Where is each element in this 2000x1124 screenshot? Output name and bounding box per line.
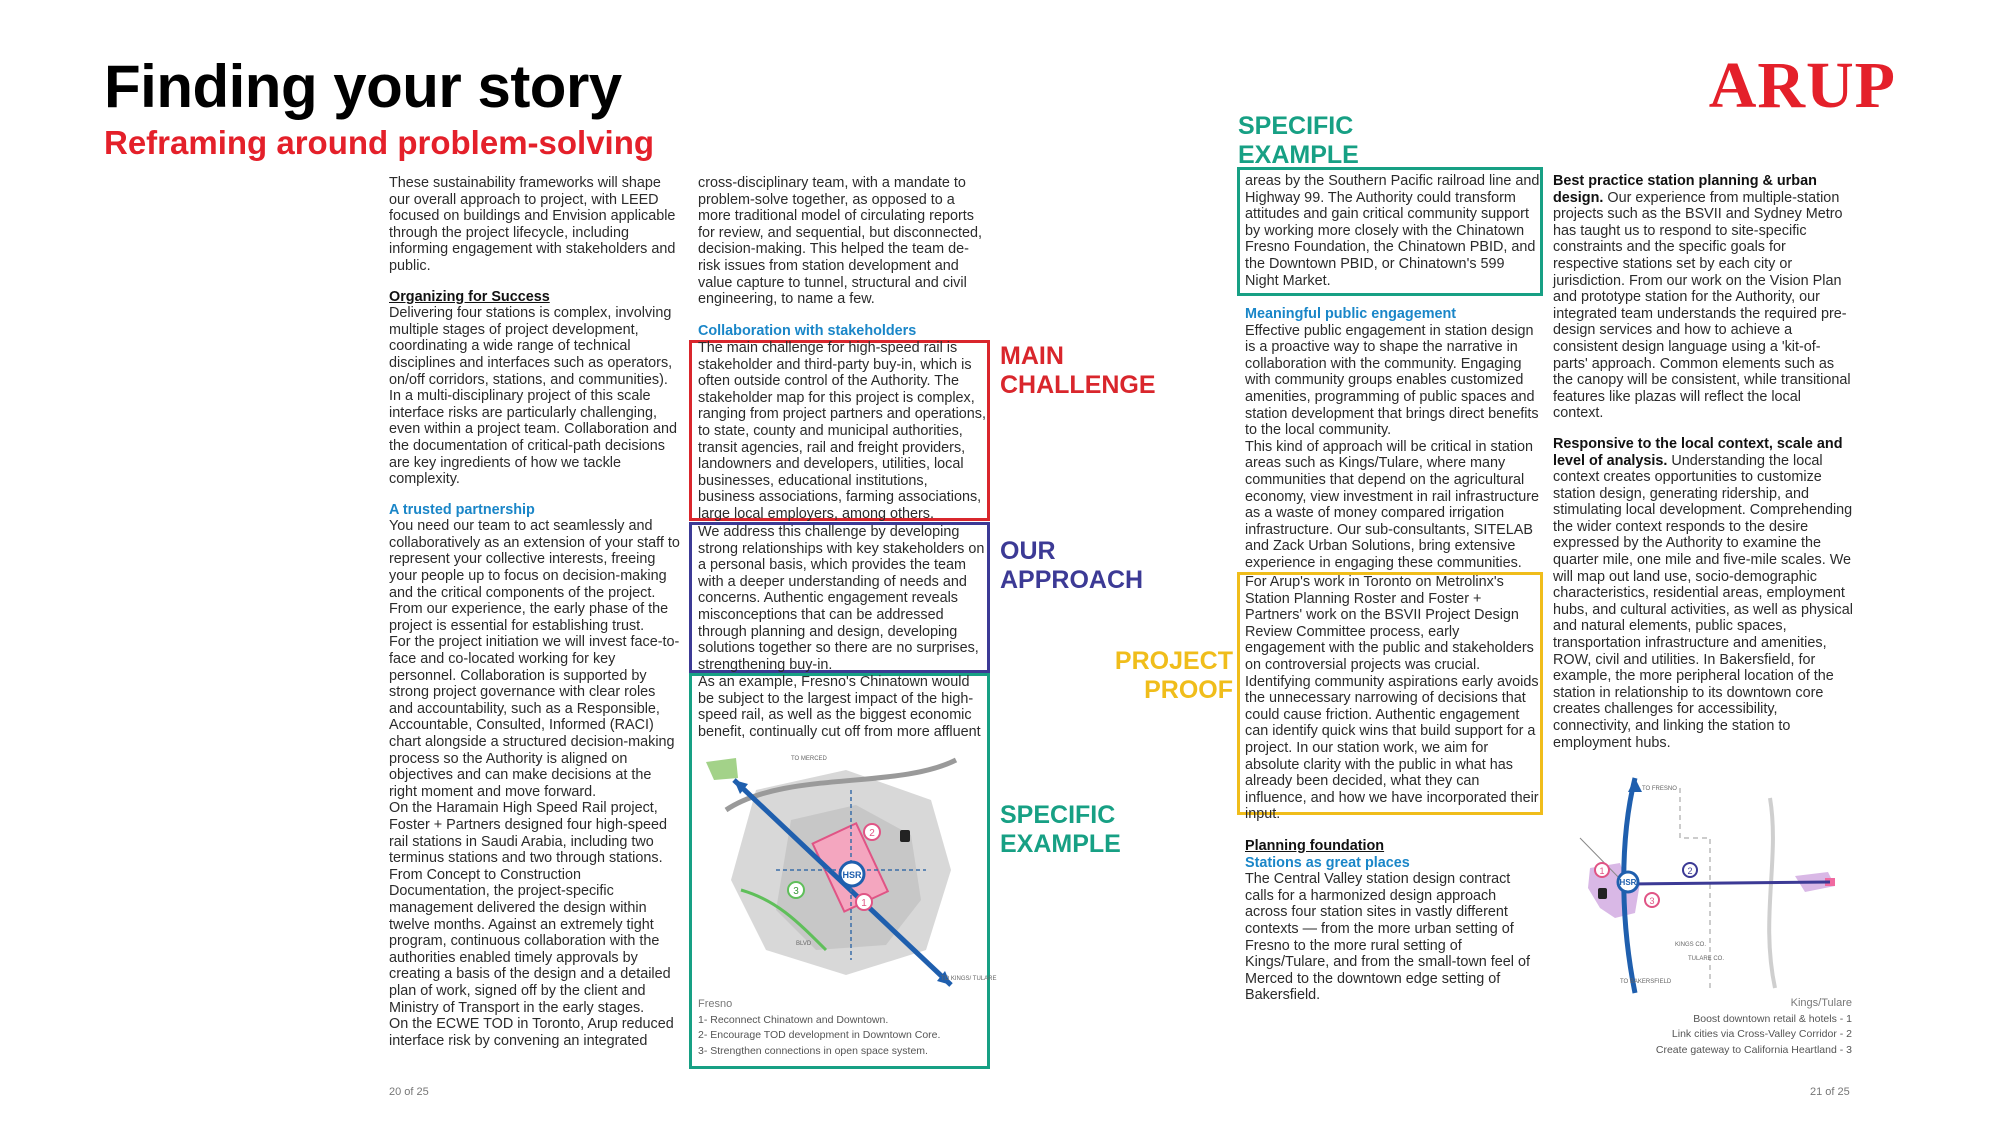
- page-number-right: 21 of 25: [1810, 1086, 1850, 1098]
- fresno-map: [696, 750, 997, 995]
- approach-text: [698, 524, 988, 673]
- column-1: [389, 175, 681, 1063]
- heading-responsive: Responsive to the local context, scale and level of analysis.: [1553, 435, 1843, 469]
- train-icon: [900, 830, 910, 842]
- map-label-bottom: TO BAKERSFIELD: [1620, 979, 1672, 985]
- arup-logo: ARUP: [1708, 49, 1896, 122]
- heading-great-places: Stations as great places: [1245, 854, 1410, 871]
- example-text-right: [1245, 173, 1541, 293]
- column-3-foundation: [1245, 838, 1541, 1004]
- page-title: Finding your story: [104, 53, 622, 120]
- page-subtitle: Reframing around problem-solving: [104, 124, 655, 161]
- map-highway: [1769, 798, 1775, 988]
- proof-paragraph: For Arup's work in Toronto on Metrolinx's Station Planning Roster and Foster + Partners' work on the BSVII Project Design Review Committee process, early engagement with the public and stakeholders on controversial projects was crucial. Identifying community aspirations early avoids the unnecessary narrowing of decisions that could cause friction. Authentic engagement can identify quick wins that build support for a project. In our station work, we aim for absolute clarity with the public in what has already been decided, what they can influence, and how we have incorporated their input.: [1245, 574, 1539, 823]
- heading-public-engagement: Meaningful public engagement: [1245, 306, 1457, 322]
- page-number-left: 20 of 25: [389, 1086, 429, 1098]
- label-specific-example: SPECIFIC EXAMPLE: [1000, 801, 1121, 858]
- map-marker-2-label: 2: [1687, 866, 1693, 876]
- train-icon: [1598, 888, 1607, 899]
- collab-intro-paragraph: cross-disciplinary team, with a mandate to problem-solve together, as opposed to a more traditional model of circulating reports for review, and sequential, but disconnected, decision-making. This helped the team de-risk issues from station development and value capture to tunnel, structural and civil engineering, to name a few.: [698, 175, 982, 308]
- fresno-map-legend: [698, 997, 983, 1059]
- engagement-paragraph-1: Effective public engagement in station design is a proactive way to shape the narrative in collaboration with the community. Engaging with community groups enables customized amenities, programming of public spaces and station development that brings direct benefits to the local community.: [1245, 322, 1539, 439]
- challenge-text: [698, 340, 988, 522]
- map-label-top: TO MERCED: [791, 756, 827, 762]
- map-label-top: TO FRESNO: [1642, 786, 1677, 792]
- map-cross-valley-corridor: [1630, 882, 1830, 884]
- fresno-legend-3: 3- Strengthen connections in open space system.: [698, 1044, 928, 1057]
- map-marker-3-label: 3: [1649, 896, 1655, 906]
- organizing-paragraph: Delivering four stations is complex, involving multiple stages of project development, coordinating a wide range of technical disciplines and interfaces such as operators, on/off corridors, stations, and communities). In a multi-disciplinary project of this scale interface risks are particularly challenging, even within a project team. Collaboration and the documentation of critical-path decisions are key ingredients of how we tackle complexity.: [389, 305, 677, 488]
- map-arrow-head-top: [1628, 778, 1642, 792]
- responsive-text: Understanding the local context creates opportunities to customize station design, generating ridership, and stimulating local development. Comprehending the wider context responds to the desire expressed by the Authority to examine the quarter mile, one mile and five-mile scales. We will map out land use, socio-demographic characteristics, residential areas, employment hubs, and cultural activities, as well as physical and natural elements, public spaces, transportation infrastructure and amenities, ROW, civil and utilities. In Bakersfield, for example, the more peripheral location of the station in relationship to its downtown core creates challenges for accessibility, connectivity, and linking the station to employment hubs.: [1553, 452, 1853, 751]
- column-4: [1553, 173, 1853, 763]
- map-marker-3-label: 3: [793, 886, 799, 897]
- intro-paragraph: These sustainability frameworks will shape our overall approach to project, with LEED focused on buildings and Envision applicable through the project lifecycle, including informing engagement with stakeholders and public.: [389, 175, 676, 274]
- fresno-legend-1: 1- Reconnect Chinatown and Downtown.: [698, 1013, 889, 1026]
- heading-collaboration: Collaboration with stakeholders: [698, 323, 917, 339]
- kings-tulare-legend: [1600, 996, 1852, 1058]
- example-paragraph-left: As an example, Fresno's Chinatown would be subject to the largest impact of the high-speed rail, as well as the biggest economic benefit, continually cut off from more affluent: [698, 674, 981, 740]
- kings-tulare-map-title: Kings/Tulare: [1790, 997, 1852, 1009]
- trust-paragraph-1: You need our team to act seamlessly and collaboratively as an extension of your staff to represent your collective interests, freeing your people up to focus on decision-making and the critical components of the project. From our experience, the early phase of the project is essential for establishing trust.: [389, 518, 680, 634]
- column-2-intro: [698, 175, 988, 313]
- map-label-county-1: KINGS CO.: [1675, 942, 1707, 948]
- map-marker-1-label: 1: [861, 898, 867, 909]
- challenge-paragraph: The main challenge for high-speed rail is stakeholder and third-party buy-in, which is often outside control of the Authority. The stakeholder map for this project is complex, ranging from project partners and operations, to state, county and municipal authorities, transit agencies, rail and freight providers, landowners and developers, utilities, local businesses, educational institutions, business associations, farming associations, large local employers, among others.: [698, 340, 986, 522]
- map-hsr-label: HSR: [842, 870, 862, 880]
- label-main-challenge: MAIN CHALLENGE: [1000, 342, 1156, 399]
- label-project-proof: PROJECT PROOF: [1114, 647, 1233, 704]
- foundation-paragraph: The Central Valley station design contract calls for a harmonized design approach across four station sites in vastly different contexts — from the more urban setting of Fresno to the more rural setting of Kings/Tulare, and from the small-town feel of Merced to the downtown edge setting of Bakersfield.: [1245, 871, 1531, 1004]
- best-practice-paragraph: [1553, 173, 1853, 422]
- trust-paragraph-2: For the project initiation we will invest face-to-face and co-located working for key personnel. Collaboration is supported by strong project governance with clear roles and accountability, such as a Responsible, Accountable, Consulted, Informed (RACI) chart alongside a structured decision-making process so the Authority is aligned on objectives and can make decisions at the right moment and move forward.: [389, 634, 680, 800]
- fresno-map-title: Fresno: [698, 998, 733, 1010]
- trust-paragraph-3: On the Haramain High Speed Rail project, Foster + Partners designed four high-speed rail stations in Saudi Arabia, including two terminus stations and two through stations. From Concept to Construction Documentation, the project-specific management delivered the design within twelve months. Against an extremely tight program, continuous collaboration with the authorities enabled timely approvals by creating a basis of the design and a detailed plan of work, signed off by the client and Ministry of Transport in the early stages.: [389, 800, 671, 1016]
- heading-best-practice: Best practice station planning & urban design.: [1553, 173, 1817, 206]
- map-marker-2-label: 2: [869, 828, 875, 839]
- fresno-legend-2: 2- Encourage TOD development in Downtown Core.: [698, 1029, 941, 1041]
- responsive-paragraph: [1553, 436, 1853, 751]
- proof-text: [1245, 574, 1541, 823]
- kings-legend-3: Create gateway to California Heartland - 3: [1655, 1043, 1852, 1056]
- heading-planning-foundation: Planning foundation: [1245, 838, 1385, 854]
- map-label-street: BLVD: [796, 941, 812, 947]
- example-paragraph-right: areas by the Southern Pacific railroad line and Highway 99. The Authority could transform attitudes and gain critical community support by working more closely with the Chinatown Fresno Foundation, the Chinatown PBID, and the Downtown PBID, or Chinatown's 599 Night Market.: [1245, 173, 1540, 289]
- approach-paragraph: We address this challenge by developing strong relationships with key stakeholders on a personal basis, which provides the team with a deeper understanding of needs and concerns. Authentic engagement reveals misconceptions that can be addressed through planning and design, developing solutions together so there are no surprises, strengthening buy-in.: [698, 524, 985, 673]
- map-greenspace: [706, 758, 738, 780]
- map-hsr-label: HSR: [1619, 878, 1637, 887]
- example-text-left: [698, 674, 988, 744]
- engagement-paragraph-2: This kind of approach will be critical in station areas such as Kings/Tulare, where many communities that depend on the agricultural economy, view investment in rail infrastructure as a waste of money compared irrigation infrastructure. Our sub-consultants, SITELAB and Zack Urban Solutions, bring extensive experience in engaging these communities.: [1245, 438, 1540, 571]
- best-practice-text: Our experience from multiple-station projects such as the BSVII and Sydney Metro has taught us to respond to site-specific constraints and the specific goals for respective stations set by each city or jurisdiction. From our work on the Vision Plan and prototype station for the Authority, our integrated team understands the required pre-design services and how to achieve a consistent design language using a 'kit-of-parts' approach. Common elements such as the canopy will be consistent, while transitional features like plazas will reflect the local context.: [1553, 189, 1851, 422]
- column-3-engagement: [1245, 306, 1541, 571]
- kings-tulare-map: [1580, 778, 1850, 998]
- map-label-bottom: TO KINGS/ TULARE: [941, 976, 997, 982]
- heading-trusted-partnership: A trusted partnership: [389, 501, 535, 518]
- heading-organizing: Organizing for Success: [389, 288, 550, 305]
- kings-legend-2: Link cities via Cross-Valley Corridor - 2: [1671, 1028, 1852, 1040]
- map-label-county-2: TULARE CO.: [1688, 956, 1725, 962]
- map-marker-1-label: 1: [1599, 866, 1605, 876]
- kings-legend-1: Boost downtown retail & hotels - 1: [1693, 1012, 1852, 1025]
- trust-paragraph-4: On the ECWE TOD in Toronto, Arup reduced interface risk by convening an integrated: [389, 1016, 674, 1049]
- label-specific-example-top: SPECIFIC EXAMPLE: [1238, 112, 1359, 169]
- label-our-approach: OUR APPROACH: [1000, 537, 1144, 594]
